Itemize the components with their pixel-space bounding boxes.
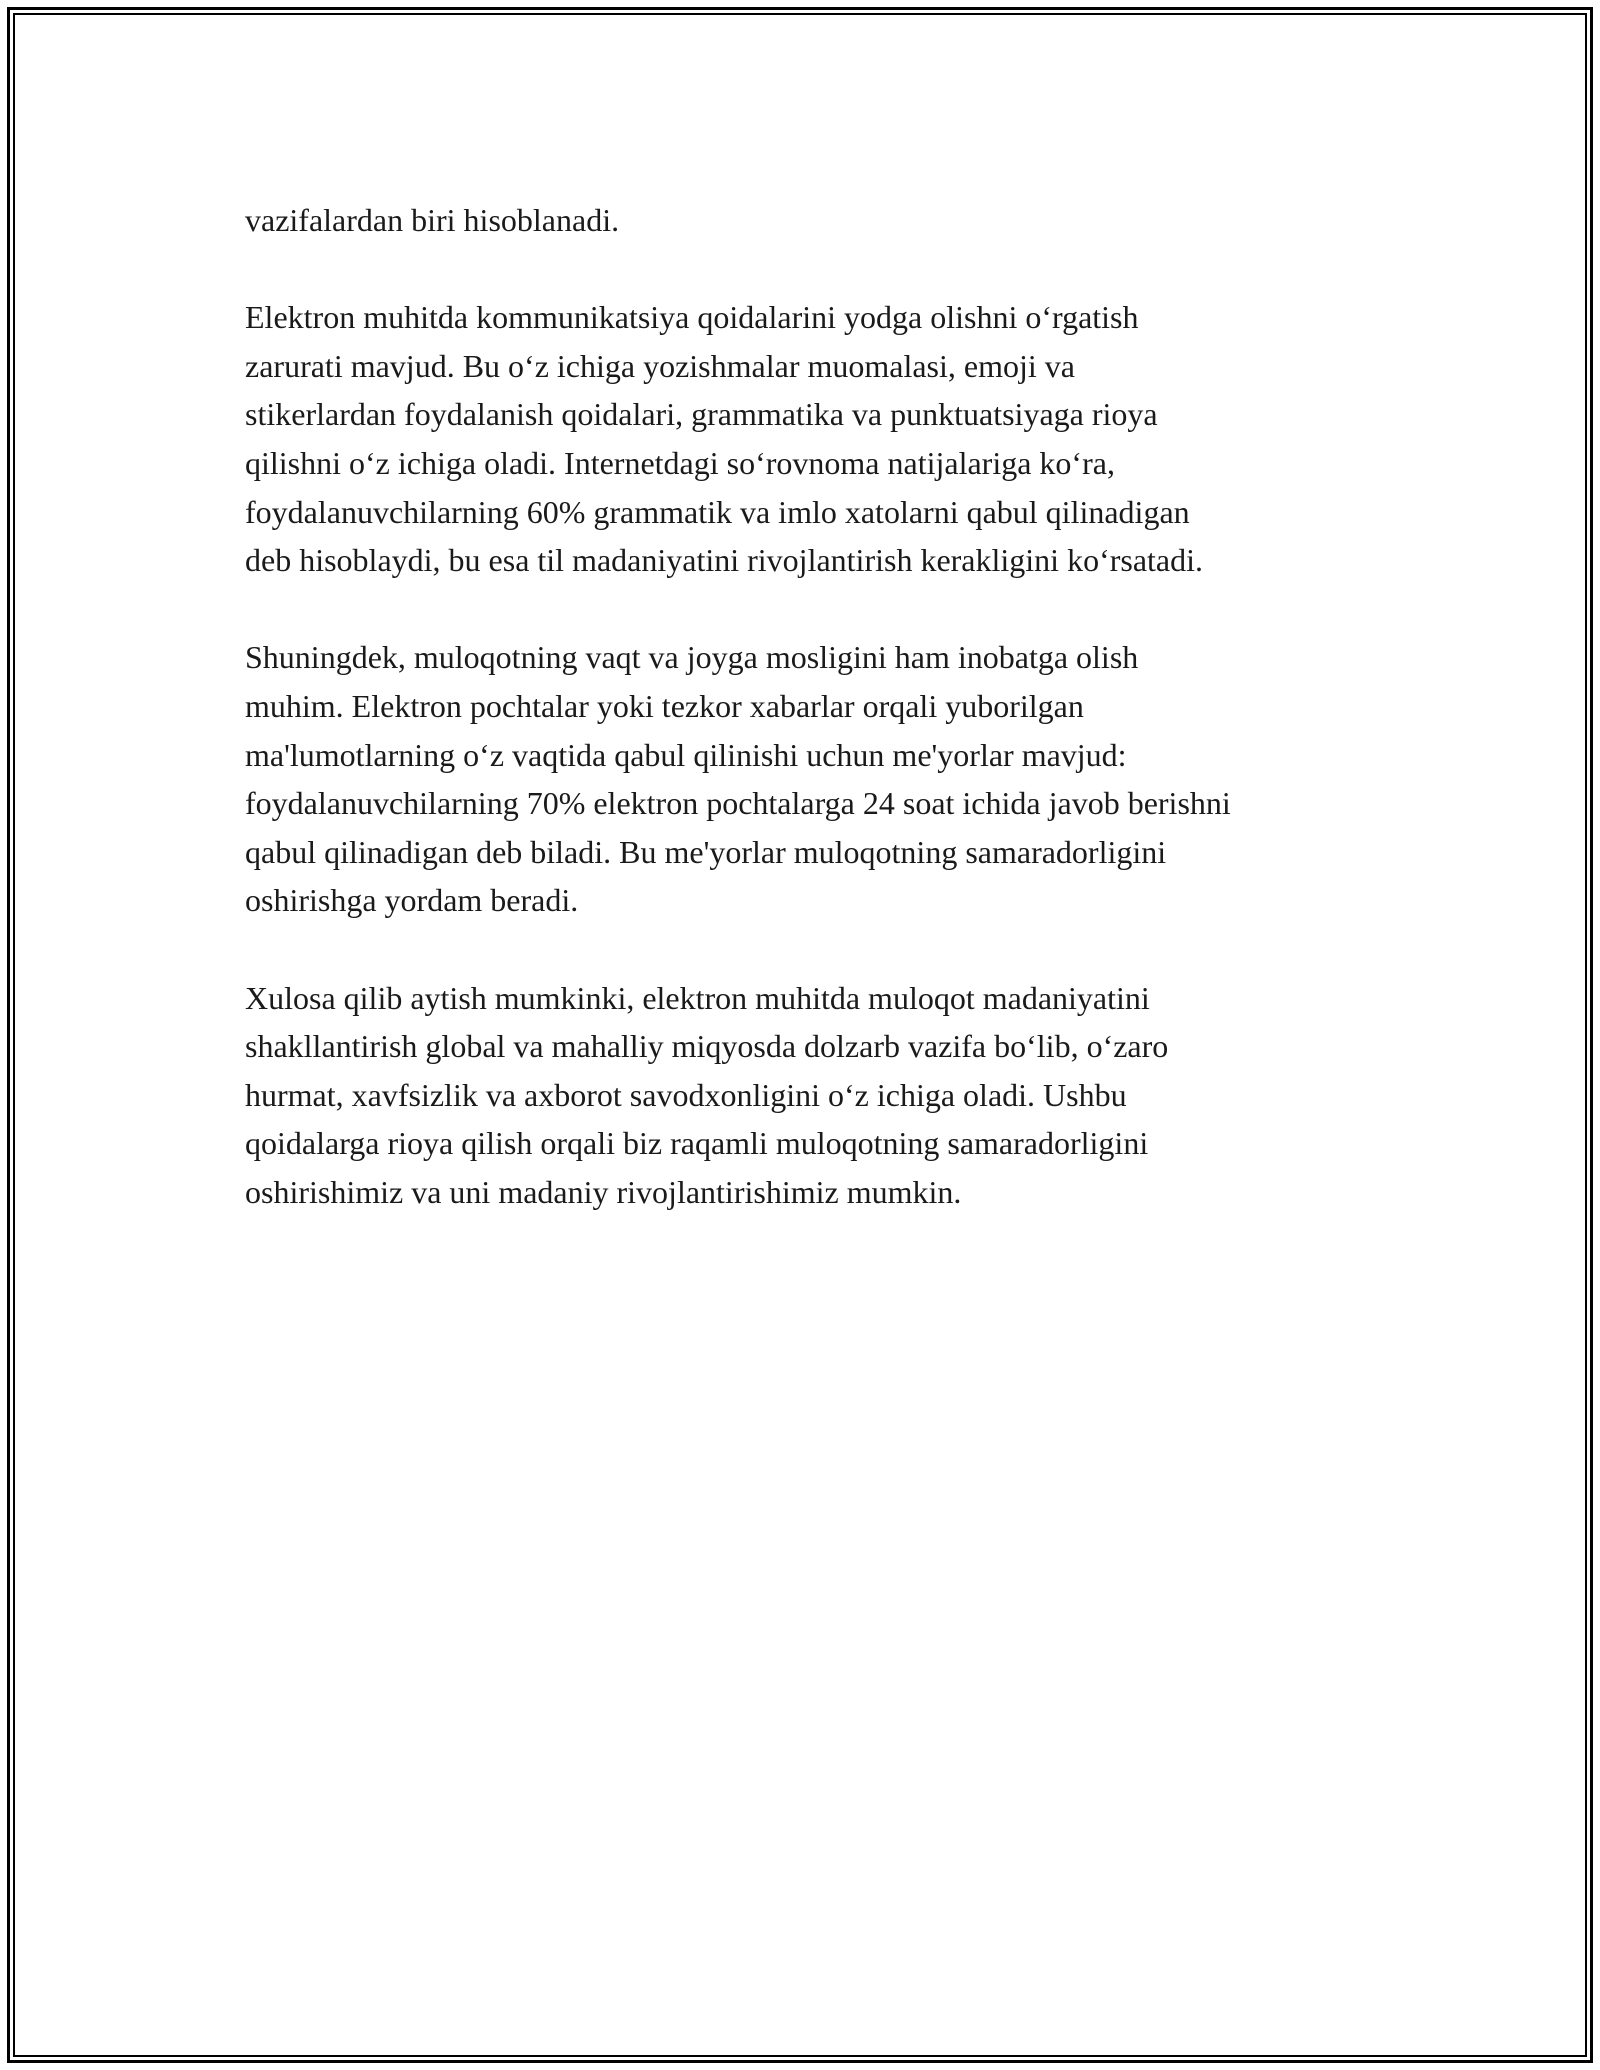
text-line: shakllantirish global va mahalliy miqyosda dolzarb vazifa bo‘lib, o‘zaro	[245, 1028, 1169, 1065]
paragraph-3	[245, 633, 1385, 925]
paragraph-2	[245, 293, 1385, 585]
text-line: qabul qilinadigan deb biladi. Bu me'yorlar muloqotning samaradorligini	[245, 833, 1167, 870]
text-line: stikerlardan foydalanish qoidalari, grammatika va punktuatsiyaga rioya	[245, 396, 1158, 433]
page-frame	[7, 7, 1593, 2063]
text-line: zarurati mavjud. Bu o‘z ichiga yozishmalar muomalasi, emoji va	[245, 347, 1075, 384]
text-line: vazifalardan biri hisoblanadi.	[245, 202, 620, 238]
document-body	[245, 196, 1385, 1265]
text-line: hurmat, xavfsizlik va axborot savodxonligini o‘z ichiga oladi. Ushbu	[245, 1076, 1127, 1113]
text-line: oshirishimiz va uni madaniy rivojlantirishimiz mumkin.	[245, 1173, 962, 1210]
text-line: foydalanuvchilarning 70% elektron pochtalarga 24 soat ichida javob berishni	[245, 785, 1231, 822]
paragraph-1	[245, 196, 1385, 245]
text-line: oshirishga yordam beradi.	[245, 882, 579, 919]
paragraph-4	[245, 974, 1385, 1217]
text-line: Shuningdek, muloqotning vaqt va joyga mosligini ham inobatga olish	[245, 639, 1139, 676]
text-line: Elektron muhitda kommunikatsiya qoidalarini yodga olishni o‘rgatish	[245, 299, 1139, 336]
text-line: Xulosa qilib aytish mumkinki, elektron muhitda muloqot madaniyatini	[245, 979, 1150, 1016]
text-line: deb hisoblaydi, bu esa til madaniyatini rivojlantirish kerakligini ko‘rsatadi.	[245, 542, 1204, 579]
text-line: foydalanuvchilarning 60% grammatik va imlo xatolarni qabul qilinadigan	[245, 493, 1190, 530]
text-line: qoidalarga rioya qilish orqali biz raqamli muloqotning samaradorligini	[245, 1125, 1149, 1162]
text-line: muhim. Elektron pochtalar yoki tezkor xabarlar orqali yuborilgan	[245, 687, 1084, 724]
text-line: ma'lumotlarning o‘z vaqtida qabul qilinishi uchun me'yorlar mavjud:	[245, 736, 1127, 773]
text-line: qilishni o‘z ichiga oladi. Internetdagi so‘rovnoma natijalariga ko‘ra,	[245, 444, 1115, 481]
